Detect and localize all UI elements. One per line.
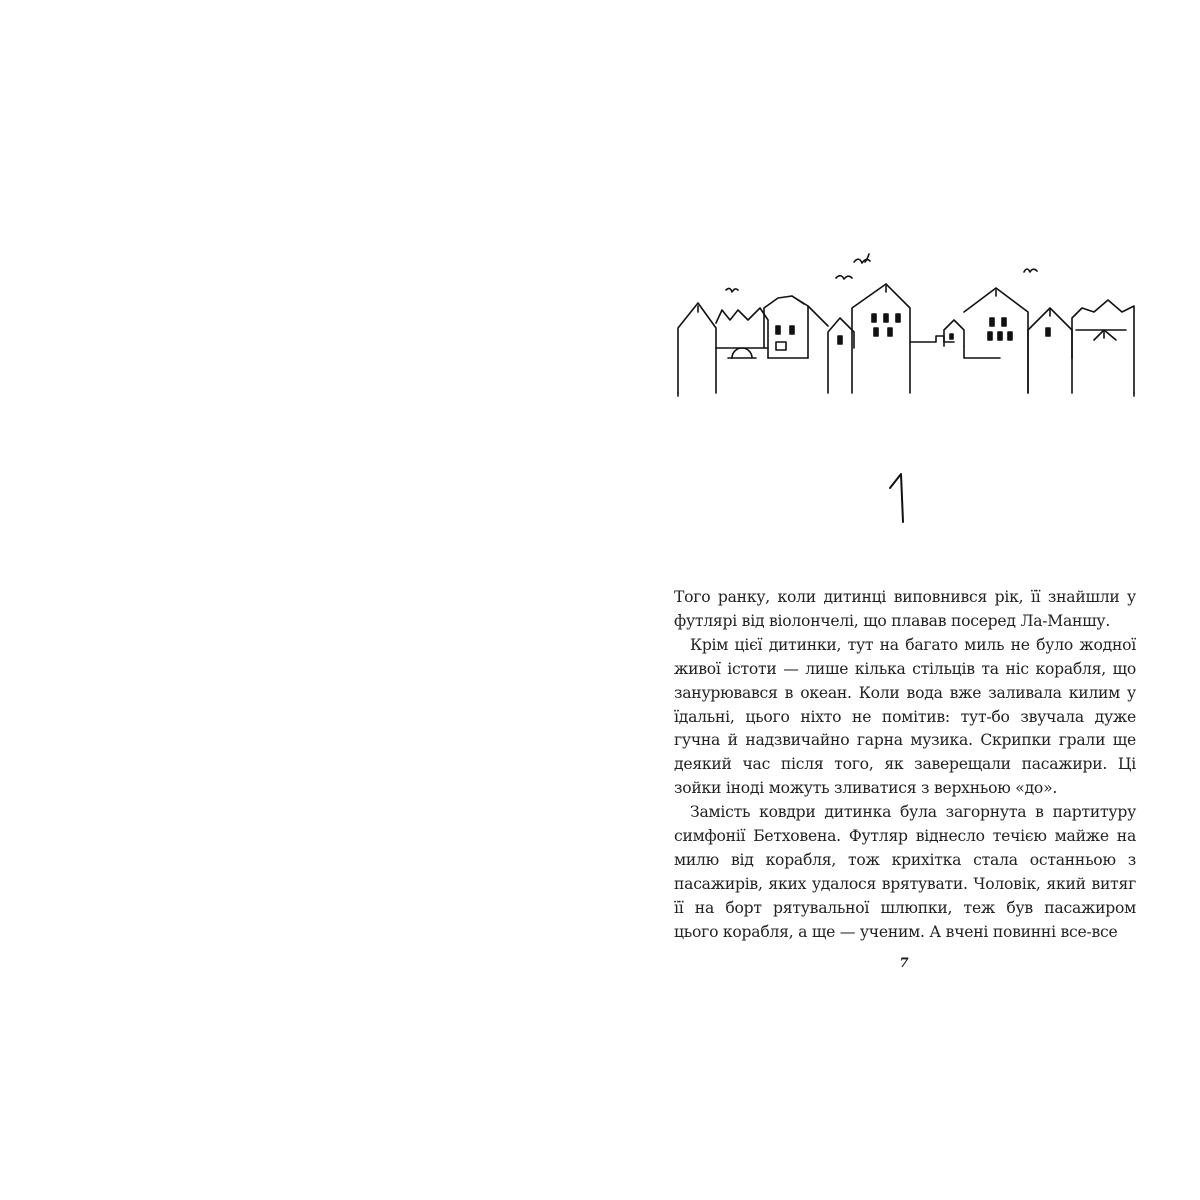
chapter-number-drawing: [868, 470, 928, 530]
paragraph: Крім цієї дитинки, тут на багато миль не було жодної живої істоти — лише кілька стільців та ніс корабля, що занурювався в океан. Коли вода вже заливала килим у їдальні, цього ніхто не помітив: тут-бо звучала дуже гучна й надзвичайно гарна музика. Скрипки грали ще деякий час після того, як заверещали пасажири. Ці зойки іноді можуть зливатися з верхньою «до».: [674, 635, 1136, 798]
town-skyline-illustration: [664, 248, 1146, 398]
page-number: 7: [899, 956, 909, 971]
chapter-body-text: [674, 586, 1136, 945]
bird-icon: [726, 288, 738, 292]
bird-icon: [865, 254, 869, 262]
bird-icon: [854, 259, 870, 263]
paragraph: Того ранку, коли дитинці виповнився рік, її знайшли у футлярі від віолончелі, що плавав посеред Ла-Маншу.: [674, 588, 1136, 630]
bird-icon: [1024, 269, 1037, 272]
paragraph: Замість ковдри дитинка була загорнута в партитуру симфонії Бетховена. Футляр віднесло течією майже на милю від корабля, тож крихітка стала останньою з пасажирів, яких удалося врятувати. Чоловік, який витяг її на борт рятувальної шлюпки, теж був пасажиром цього корабля, а ще — ученим. А вчені повинні все-все: [674, 803, 1136, 941]
bird-icon: [836, 276, 852, 279]
